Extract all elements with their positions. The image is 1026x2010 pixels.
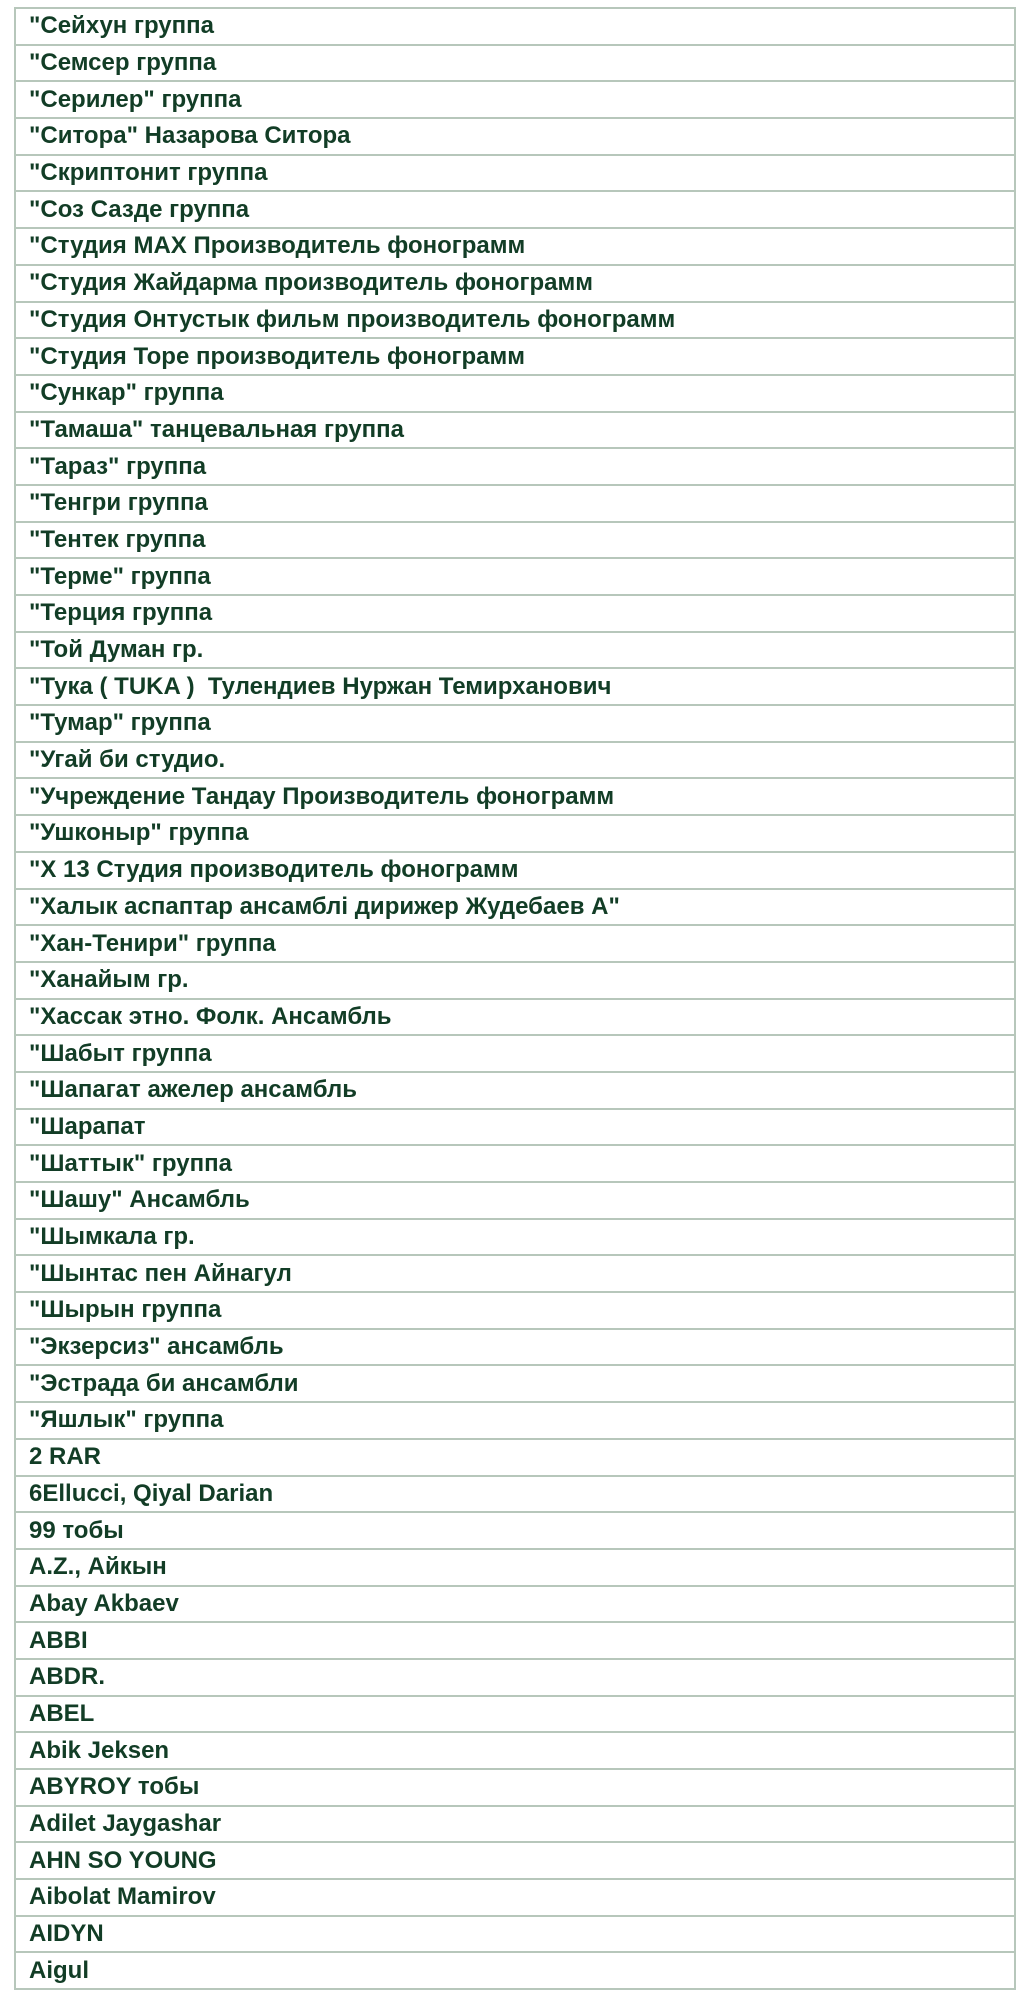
table-row: "Студия Онтустык фильм производитель фонограмм <box>16 303 1014 340</box>
table-row: "Скриптонит группа <box>16 156 1014 193</box>
table-row: "Шырын группа <box>16 1293 1014 1330</box>
table-row: Abay Akbaev <box>16 1587 1014 1624</box>
table-row: "Студия Торе производитель фонограмм <box>16 339 1014 376</box>
table-row: "Ушконыр" группа <box>16 816 1014 853</box>
table-row: "Хан-Тенири" группа <box>16 926 1014 963</box>
table-row: "Шабыт группа <box>16 1036 1014 1073</box>
table-row: "Шаттык" группа <box>16 1146 1014 1183</box>
table-row: Aigul <box>16 1953 1014 1990</box>
table-row: "Терме" группа <box>16 559 1014 596</box>
table-row: "Тентек группа <box>16 523 1014 560</box>
table-row: 6Ellucci, Qiyal Darian <box>16 1477 1014 1514</box>
table-row: "Ханайым гр. <box>16 963 1014 1000</box>
table-row: "Ситора" Назарова Ситора <box>16 119 1014 156</box>
table-row: ABBI <box>16 1623 1014 1660</box>
table-row: ABYROY тобы <box>16 1770 1014 1807</box>
table-row: "Студия Жайдарма производитель фонограмм <box>16 266 1014 303</box>
table-row: "Х 13 Студия производитель фонограмм <box>16 853 1014 890</box>
table-row: "Сейхун группа <box>16 9 1014 46</box>
artist-table <box>14 7 1016 1990</box>
table-row: "Той Думан гр. <box>16 633 1014 670</box>
table-row: 99 тобы <box>16 1513 1014 1550</box>
table-row: Abik Jeksen <box>16 1733 1014 1770</box>
table-row: "Тенгри группа <box>16 486 1014 523</box>
table-row: "Шарапат <box>16 1110 1014 1147</box>
table-row: "Яшлык" группа <box>16 1403 1014 1440</box>
table-row: ABEL <box>16 1697 1014 1734</box>
table-row: AIDYN <box>16 1917 1014 1954</box>
table-row: "Хассак этно. Фолк. Ансамбль <box>16 1000 1014 1037</box>
table-row: "Шапагат ажелер ансамбль <box>16 1073 1014 1110</box>
table-row: 2 RAR <box>16 1440 1014 1477</box>
table-row: "Учреждение Тандау Производитель фонограмм <box>16 779 1014 816</box>
table-row: "Сункар" группа <box>16 376 1014 413</box>
table-row: "Тараз" группа <box>16 449 1014 486</box>
table-row: ABDR. <box>16 1660 1014 1697</box>
table-row: "Шашу" Ансамбль <box>16 1183 1014 1220</box>
table-row: Adilet Jaygashar <box>16 1807 1014 1844</box>
table-row: "Шымкала гр. <box>16 1220 1014 1257</box>
table-row: "Эстрада би ансамбли <box>16 1366 1014 1403</box>
table-row: "Тумар" группа <box>16 706 1014 743</box>
table-row: "Шынтас пен Айнагул <box>16 1256 1014 1293</box>
table-row: "Терция группа <box>16 596 1014 633</box>
table-row: "Тамаша" танцевальная группа <box>16 413 1014 450</box>
table-row: "Тука ( TUKA ) Тулендиев Нуржан Темирханович <box>16 669 1014 706</box>
table-row: "Угай би студио. <box>16 743 1014 780</box>
table-row: "Экзерсиз" ансамбль <box>16 1330 1014 1367</box>
table-row: "Серилер" группа <box>16 82 1014 119</box>
table-row: "Соз Сазде группа <box>16 192 1014 229</box>
table-row: "Халык аспаптар ансамблі дирижер Жудебаев А" <box>16 890 1014 927</box>
table-row: "Студия MAX Производитель фонограмм <box>16 229 1014 266</box>
table-row: A.Z., Айкын <box>16 1550 1014 1587</box>
table-row: Aibolat Mamirov <box>16 1880 1014 1917</box>
table-row: AHN SO YOUNG <box>16 1843 1014 1880</box>
table-row: "Семсер группа <box>16 46 1014 83</box>
